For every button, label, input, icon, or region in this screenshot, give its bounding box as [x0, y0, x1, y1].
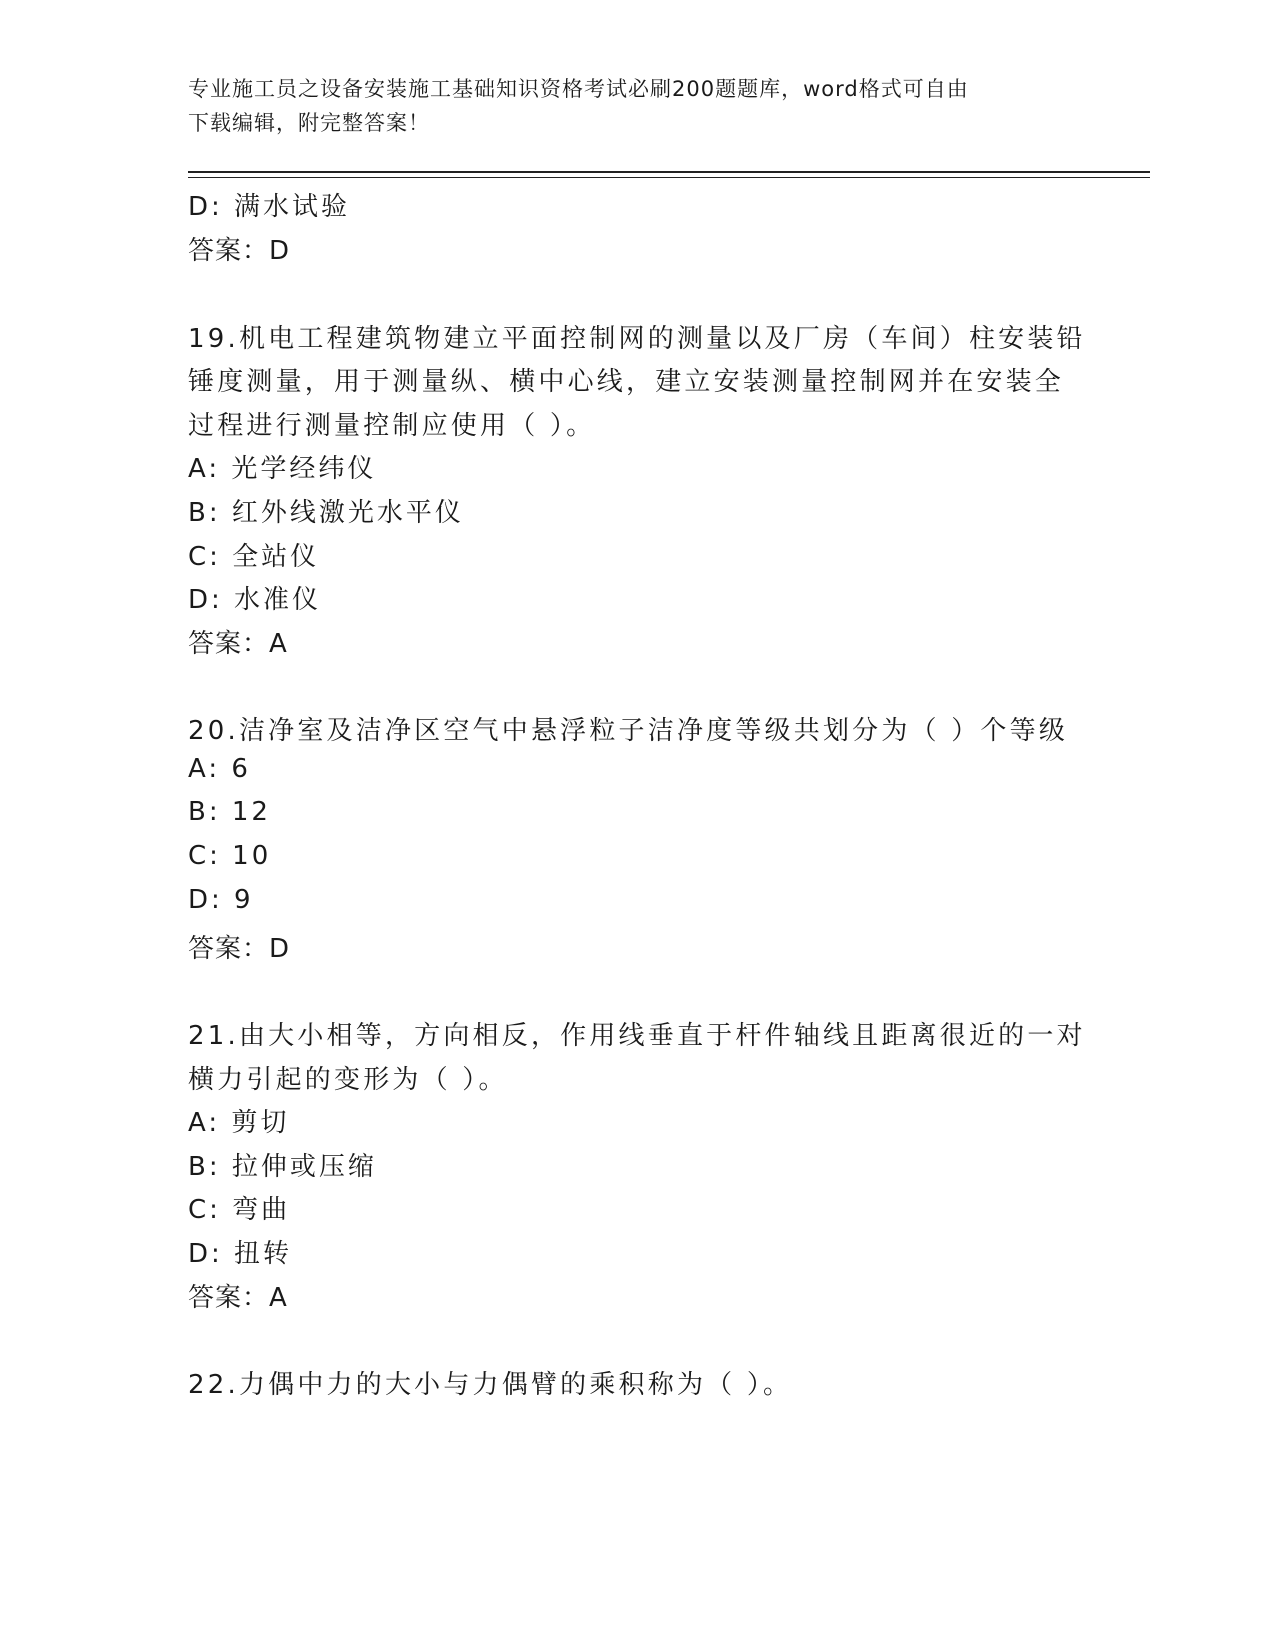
header-line-2: 下载编辑，附完整答案！ — [188, 111, 430, 135]
document-header — [188, 72, 1088, 140]
q21-option-d: D: 扭转 — [188, 1239, 293, 1269]
q19-option-c: C: 全站仪 — [188, 542, 320, 572]
q20-text-line-1: 20.洁净室及洁净区空气中悬浮粒子洁净度等级共划分为（ ）个等级 — [188, 716, 1069, 746]
q21-answer: 答案：A — [188, 1283, 288, 1313]
q21-option-c: C: 弯曲 — [188, 1195, 291, 1225]
q21-text-line-2: 横力引起的变形为（ ）。 — [188, 1065, 508, 1095]
q20-option-c: C: 10 — [188, 841, 272, 871]
q19-option-d: D: 水准仪 — [188, 585, 322, 615]
header-line-1: 专业施工员之设备安装施工基础知识资格考试必刷200题题库，word格式可自由 — [188, 77, 969, 101]
q19-answer: 答案：A — [188, 629, 288, 659]
header-rule-bottom — [188, 177, 1150, 178]
q18-answer: 答案：D — [188, 236, 291, 266]
q21-text-line-1: 21.由大小相等，方向相反，作用线垂直于杆件轴线且距离很近的一对 — [188, 1021, 1086, 1051]
q19-option-b: B: 红外线激光水平仪 — [188, 498, 464, 528]
q20-option-b: B: 12 — [188, 797, 271, 827]
q20-answer: 答案：D — [188, 934, 291, 964]
q21-option-a: A: 剪切 — [188, 1108, 290, 1138]
q18-option-d: D: 满水试验 — [188, 192, 351, 222]
q21-option-b: B: 拉伸或压缩 — [188, 1152, 377, 1182]
q19-text-line-3: 过程进行测量控制应使用（ ）。 — [188, 411, 596, 441]
q20-option-a: A: 6 — [188, 754, 251, 784]
q19-option-a: A: 光学经纬仪 — [188, 454, 377, 484]
q22-text-line-1: 22.力偶中力的大小与力偶臂的乘积称为（ ）。 — [188, 1370, 793, 1400]
q19-text-line-2: 锤度测量，用于测量纵、横中心线，建立安装测量控制网并在安装全 — [188, 367, 1065, 397]
q20-option-d: D: 9 — [188, 885, 254, 915]
q19-text-line-1: 19.机电工程建筑物建立平面控制网的测量以及厂房（车间）柱安装铅 — [188, 324, 1086, 354]
header-rule-top — [188, 171, 1150, 173]
